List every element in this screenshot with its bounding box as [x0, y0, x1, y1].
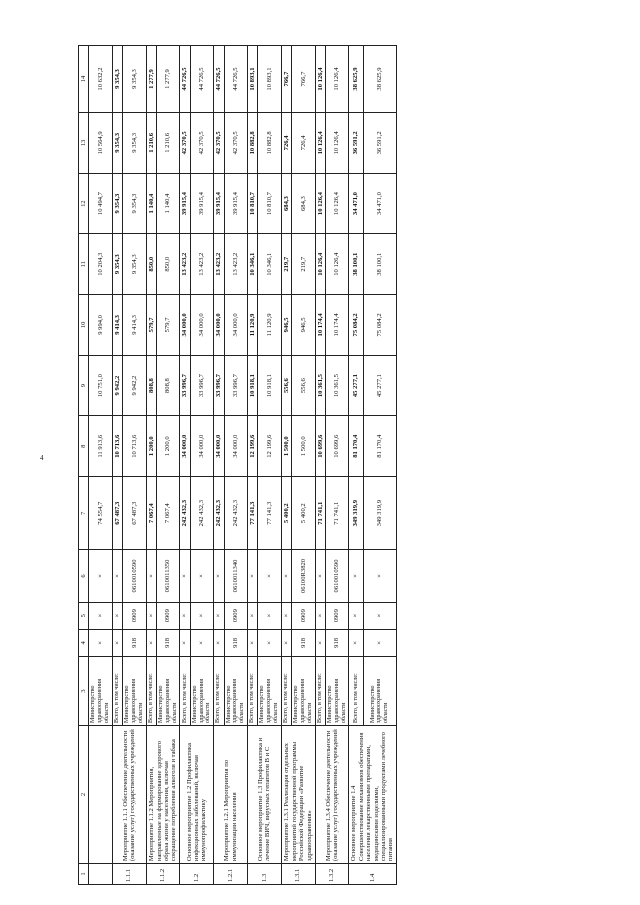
- amount-cell: 556,6: [281, 355, 291, 416]
- executor-cell: Всего, в том числе:: [349, 656, 363, 725]
- amount-cell: 10 918,1: [247, 355, 257, 416]
- executor-cell: Министерство здравоохранения области: [363, 656, 396, 725]
- budget-code-cell: ×: [89, 629, 112, 656]
- budget-code-cell: 918: [156, 629, 179, 656]
- amount-cell: 45 277,1: [363, 355, 396, 416]
- activity-name: Основное мероприятие 1.2 Профилактика инфекционных заболеваний, включая иммунопрофилактику: [180, 726, 214, 864]
- amount-cell: 9 414,3: [123, 295, 146, 356]
- row-number: 1.2: [180, 864, 214, 885]
- col-header: 13: [79, 113, 89, 174]
- budget-code-cell: 0909: [156, 602, 179, 629]
- amount-cell: 7 067,4: [146, 477, 156, 550]
- amount-cell: 9 354,3: [112, 173, 122, 234]
- amount-cell: 579,7: [146, 295, 156, 356]
- table-row: [112, 46, 122, 885]
- col-header: 9: [79, 355, 89, 416]
- amount-cell: 10 346,1: [247, 234, 257, 295]
- budget-code-cell: 0610011350: [156, 550, 179, 602]
- amount-cell: 10 126,4: [325, 234, 348, 295]
- amount-cell: 42 370,5: [180, 113, 190, 174]
- activity-name: Мероприятие 1.3.1 Реализация отдельных мероприятий государственной программы Российской Федерации «Развитие здравоохранения»: [281, 726, 315, 864]
- amount-cell: 10 713,6: [123, 416, 146, 477]
- amount-cell: 10 494,7: [89, 173, 112, 234]
- amount-cell: 946,5: [292, 295, 315, 356]
- amount-cell: 1 500,0: [281, 416, 291, 477]
- amount-cell: 39 915,4: [190, 173, 213, 234]
- table-row: [180, 46, 190, 885]
- amount-cell: 10 882,8: [258, 113, 281, 174]
- amount-cell: 684,3: [292, 173, 315, 234]
- col-header: 12: [79, 173, 89, 234]
- executor-cell: Всего, в том числе:: [247, 656, 257, 725]
- col-header: 14: [79, 46, 89, 113]
- amount-cell: 1 200,0: [156, 416, 179, 477]
- amount-cell: 10 126,4: [315, 173, 325, 234]
- col-header: 7: [79, 477, 89, 550]
- budget-table: [78, 45, 397, 885]
- budget-code-cell: ×: [146, 629, 156, 656]
- amount-cell: 10 751,0: [89, 355, 112, 416]
- col-header: 5: [79, 602, 89, 629]
- table-row: [247, 46, 257, 885]
- amount-cell: 10 126,4: [325, 173, 348, 234]
- budget-code-cell: ×: [281, 629, 291, 656]
- amount-cell: 766,7: [281, 46, 291, 113]
- amount-cell: 7 067,4: [156, 477, 179, 550]
- budget-code-cell: ×: [180, 550, 190, 602]
- executor-cell: Всего, в том числе:: [146, 656, 156, 725]
- row-number: 1.4: [349, 864, 396, 885]
- col-header: 1: [79, 864, 89, 885]
- budget-code-cell: ×: [190, 629, 213, 656]
- budget-code-cell: ×: [247, 629, 257, 656]
- budget-code-cell: 0610010590: [325, 550, 348, 602]
- amount-cell: 81 170,4: [363, 416, 396, 477]
- amount-cell: 10 810,7: [258, 173, 281, 234]
- amount-cell: 44 726,5: [224, 46, 247, 113]
- amount-cell: 1 140,4: [146, 173, 156, 234]
- amount-cell: 12 199,6: [258, 416, 281, 477]
- executor-cell: Министерство здравоохранения области: [190, 656, 213, 725]
- row-number: 1.1.1: [112, 864, 146, 885]
- amount-cell: 9 354,3: [123, 113, 146, 174]
- row-number: 1.3.1: [281, 864, 315, 885]
- activity-name: Мероприятие 1.2.1 Мероприятия по иммунизации населения: [214, 726, 248, 864]
- amount-cell: 36 591,2: [363, 113, 396, 174]
- amount-cell: 726,4: [281, 113, 291, 174]
- executor-cell: Всего, в том числе:: [180, 656, 190, 725]
- amount-cell: 33 996,7: [214, 355, 224, 416]
- budget-code-cell: ×: [180, 602, 190, 629]
- amount-cell: 77 141,3: [258, 477, 281, 550]
- amount-cell: 349 319,9: [363, 477, 396, 550]
- amount-cell: 44 726,5: [214, 46, 224, 113]
- amount-cell: 34 000,0: [214, 416, 224, 477]
- amount-cell: 34 471,0: [363, 173, 396, 234]
- amount-cell: 13 423,2: [180, 234, 190, 295]
- amount-cell: 38 625,9: [363, 46, 396, 113]
- budget-code-cell: ×: [146, 550, 156, 602]
- amount-cell: 726,4: [292, 113, 315, 174]
- amount-cell: 10 204,3: [89, 234, 112, 295]
- budget-code-cell: 0610010590: [123, 550, 146, 602]
- amount-cell: 242 432,3: [224, 477, 247, 550]
- amount-cell: 67 487,3: [123, 477, 146, 550]
- amount-cell: 34 000,0: [190, 295, 213, 356]
- budget-code-cell: 06100R3820: [292, 550, 315, 602]
- rotated-page: [78, 45, 638, 885]
- amount-cell: 10 126,4: [325, 46, 348, 113]
- amount-cell: 10 174,4: [325, 295, 348, 356]
- amount-cell: 71 741,1: [315, 477, 325, 550]
- budget-code-cell: ×: [214, 550, 224, 602]
- col-header: 4: [79, 629, 89, 656]
- amount-cell: 77 141,3: [247, 477, 257, 550]
- amount-cell: 9 942,2: [123, 355, 146, 416]
- amount-cell: 36 591,2: [349, 113, 363, 174]
- amount-cell: 242 432,3: [190, 477, 213, 550]
- amount-cell: 10 918,1: [258, 355, 281, 416]
- amount-cell: 1 140,4: [156, 173, 179, 234]
- amount-cell: 74 554,7: [89, 477, 112, 550]
- amount-cell: 1 210,6: [156, 113, 179, 174]
- amount-cell: 39 915,4: [224, 173, 247, 234]
- row-number: 1.3.2: [315, 864, 349, 885]
- budget-code-cell: ×: [281, 602, 291, 629]
- executor-cell: Министерство здравоохранения области: [89, 656, 112, 725]
- amount-cell: 71 741,1: [325, 477, 348, 550]
- amount-cell: 34 000,0: [190, 416, 213, 477]
- budget-code-cell: ×: [112, 602, 122, 629]
- amount-cell: 808,8: [146, 355, 156, 416]
- amount-cell: 81 170,4: [349, 416, 363, 477]
- amount-cell: 684,3: [281, 173, 291, 234]
- amount-cell: 34 471,0: [349, 173, 363, 234]
- activity-name: Основное мероприятие 1.3 Профилактика и лечение ВИЧ, вирусных гепатитов В и С: [247, 726, 281, 864]
- budget-code-cell: ×: [363, 602, 396, 629]
- budget-code-cell: ×: [315, 550, 325, 602]
- executor-cell: Всего, в том числе:: [281, 656, 291, 725]
- amount-cell: 38 100,1: [349, 234, 363, 295]
- budget-code-cell: ×: [258, 550, 281, 602]
- amount-cell: 1 277,9: [156, 46, 179, 113]
- amount-cell: 1 210,6: [146, 113, 156, 174]
- amount-cell: 38 625,9: [349, 46, 363, 113]
- amount-cell: 219,7: [281, 234, 291, 295]
- budget-code-cell: ×: [89, 602, 112, 629]
- budget-code-cell: ×: [258, 602, 281, 629]
- row-number: 1.2.1: [214, 864, 248, 885]
- activity-name: Мероприятие 1.1.2 Мероприятия, направленные на формирование здорового образа жизни у населения, включая сокращение потребления алкоголя и табака: [146, 726, 180, 864]
- executor-cell: Министерство здравоохранения области: [156, 656, 179, 725]
- amount-cell: 11 120,9: [247, 295, 257, 356]
- amount-cell: 39 915,4: [214, 173, 224, 234]
- row-number: 1.1.2: [146, 864, 180, 885]
- amount-cell: 44 726,5: [180, 46, 190, 113]
- budget-code-cell: ×: [258, 629, 281, 656]
- amount-cell: 9 354,3: [112, 113, 122, 174]
- executor-cell: Министерство здравоохранения области: [258, 656, 281, 725]
- amount-cell: 33 996,7: [180, 355, 190, 416]
- executor-cell: Всего, в том числе:: [112, 656, 122, 725]
- executor-cell: Всего, в том числе:: [214, 656, 224, 725]
- col-header: 2: [79, 726, 89, 864]
- col-header: 8: [79, 416, 89, 477]
- amount-cell: 12 199,6: [247, 416, 257, 477]
- amount-cell: 9 354,3: [123, 46, 146, 113]
- budget-code-cell: 0909: [224, 602, 247, 629]
- amount-cell: 42 370,5: [214, 113, 224, 174]
- amount-cell: 9 942,2: [112, 355, 122, 416]
- budget-code-cell: 0610011340: [224, 550, 247, 602]
- amount-cell: 67 487,3: [112, 477, 122, 550]
- amount-cell: 5 400,2: [281, 477, 291, 550]
- budget-code-cell: ×: [363, 629, 396, 656]
- amount-cell: 34 000,0: [180, 295, 190, 356]
- col-header: 11: [79, 234, 89, 295]
- amount-cell: 1 277,9: [146, 46, 156, 113]
- budget-code-cell: 918: [325, 629, 348, 656]
- budget-code-cell: ×: [281, 550, 291, 602]
- amount-cell: 850,0: [146, 234, 156, 295]
- amount-cell: 11 120,9: [258, 295, 281, 356]
- budget-code-cell: ×: [112, 550, 122, 602]
- amount-cell: 10 893,1: [258, 46, 281, 113]
- budget-code-cell: ×: [146, 602, 156, 629]
- amount-cell: 45 277,1: [349, 355, 363, 416]
- amount-cell: 766,7: [292, 46, 315, 113]
- row-number: 1.3: [247, 864, 281, 885]
- amount-cell: 10 361,5: [315, 355, 325, 416]
- amount-cell: 1 500,0: [292, 416, 315, 477]
- table-row: [315, 46, 325, 885]
- amount-cell: 9 994,0: [89, 295, 112, 356]
- col-header: 10: [79, 295, 89, 356]
- amount-cell: 13 423,2: [214, 234, 224, 295]
- amount-cell: 42 370,5: [190, 113, 213, 174]
- executor-cell: Министерство здравоохранения области: [123, 656, 146, 725]
- amount-cell: 10 564,9: [89, 113, 112, 174]
- amount-cell: 242 432,3: [214, 477, 224, 550]
- budget-code-cell: ×: [112, 629, 122, 656]
- amount-cell: 34 000,0: [224, 295, 247, 356]
- table-body: [89, 46, 396, 885]
- budget-code-cell: ×: [349, 550, 363, 602]
- amount-cell: 39 915,4: [180, 173, 190, 234]
- budget-code-cell: ×: [349, 602, 363, 629]
- amount-cell: 34 000,0: [214, 295, 224, 356]
- amount-cell: 13 423,2: [190, 234, 213, 295]
- amount-cell: 1 200,0: [146, 416, 156, 477]
- activity-name: Мероприятие 1.3.4 Обеспечение деятельности (оказание услуг) государственных учреждений: [315, 726, 349, 864]
- budget-code-cell: 0909: [292, 602, 315, 629]
- budget-code-cell: ×: [363, 550, 396, 602]
- amount-cell: 10 810,7: [247, 173, 257, 234]
- budget-code-cell: ×: [190, 602, 213, 629]
- amount-cell: 10 632,2: [89, 46, 112, 113]
- budget-code-cell: ×: [247, 550, 257, 602]
- activity-name: Мероприятие 1.1.1 Обеспечение деятельности (оказание услуг) государственных учреждений: [112, 726, 146, 864]
- activity-name: [89, 726, 112, 864]
- budget-code-cell: ×: [349, 629, 363, 656]
- amount-cell: 9 414,3: [112, 295, 122, 356]
- budget-code-cell: ×: [214, 602, 224, 629]
- amount-cell: 34 000,0: [180, 416, 190, 477]
- amount-cell: 10 126,4: [315, 234, 325, 295]
- activity-name: Основное мероприятие 1.4 Совершенствование механизмов обеспечения населения лекарственными препаратами, медицинскими изделиями, специализированными продуктами лечебного питания: [349, 726, 396, 864]
- amount-cell: 10 893,1: [247, 46, 257, 113]
- amount-cell: 556,6: [292, 355, 315, 416]
- amount-cell: 75 084,2: [363, 295, 396, 356]
- executor-cell: Министерство здравоохранения области: [292, 656, 315, 725]
- table-row: [146, 46, 156, 885]
- amount-cell: 10 361,5: [325, 355, 348, 416]
- budget-code-cell: 918: [224, 629, 247, 656]
- budget-code-cell: 918: [292, 629, 315, 656]
- amount-cell: 850,0: [156, 234, 179, 295]
- budget-code-cell: ×: [247, 602, 257, 629]
- amount-cell: 349 319,9: [349, 477, 363, 550]
- amount-cell: 10 346,1: [258, 234, 281, 295]
- budget-code-cell: 918: [123, 629, 146, 656]
- budget-code-cell: ×: [89, 550, 112, 602]
- budget-code-cell: 0909: [123, 602, 146, 629]
- amount-cell: 9 354,3: [123, 173, 146, 234]
- amount-cell: 10 699,6: [315, 416, 325, 477]
- budget-code-cell: ×: [214, 629, 224, 656]
- amount-cell: 10 126,4: [325, 113, 348, 174]
- table-row: [281, 46, 291, 885]
- amount-cell: 34 000,0: [224, 416, 247, 477]
- amount-cell: 11 913,6: [89, 416, 112, 477]
- table-row: [89, 46, 112, 885]
- amount-cell: 10 174,4: [315, 295, 325, 356]
- amount-cell: 5 400,2: [292, 477, 315, 550]
- amount-cell: 10 882,8: [247, 113, 257, 174]
- row-number: [89, 864, 112, 885]
- amount-cell: 33 996,7: [190, 355, 213, 416]
- amount-cell: 9 354,3: [112, 234, 122, 295]
- budget-code-cell: ×: [315, 629, 325, 656]
- amount-cell: 9 354,3: [123, 234, 146, 295]
- amount-cell: 242 432,3: [180, 477, 190, 550]
- budget-code-cell: ×: [180, 629, 190, 656]
- col-header: 3: [79, 656, 89, 725]
- page-number: 4: [40, 454, 44, 462]
- amount-cell: 75 084,2: [349, 295, 363, 356]
- amount-cell: 808,8: [156, 355, 179, 416]
- executor-cell: Министерство здравоохранения области: [325, 656, 348, 725]
- amount-cell: 10 699,6: [325, 416, 348, 477]
- table-row: [214, 46, 224, 885]
- budget-code-cell: ×: [315, 602, 325, 629]
- col-header: 6: [79, 550, 89, 602]
- amount-cell: 42 370,5: [224, 113, 247, 174]
- amount-cell: 9 354,3: [112, 46, 122, 113]
- amount-cell: 13 423,2: [224, 234, 247, 295]
- executor-cell: Всего, в том числе:: [315, 656, 325, 725]
- table-row: [349, 46, 363, 885]
- budget-code-cell: ×: [190, 550, 213, 602]
- executor-cell: Министерство здравоохранения области: [224, 656, 247, 725]
- amount-cell: 38 100,1: [363, 234, 396, 295]
- amount-cell: 33 996,7: [224, 355, 247, 416]
- amount-cell: 10 126,4: [315, 113, 325, 174]
- amount-cell: 219,7: [292, 234, 315, 295]
- amount-cell: 10 126,4: [315, 46, 325, 113]
- amount-cell: 44 726,5: [190, 46, 213, 113]
- amount-cell: 946,5: [281, 295, 291, 356]
- budget-code-cell: 0909: [325, 602, 348, 629]
- amount-cell: 10 713,6: [112, 416, 122, 477]
- column-header-row: [79, 46, 89, 885]
- amount-cell: 579,7: [156, 295, 179, 356]
